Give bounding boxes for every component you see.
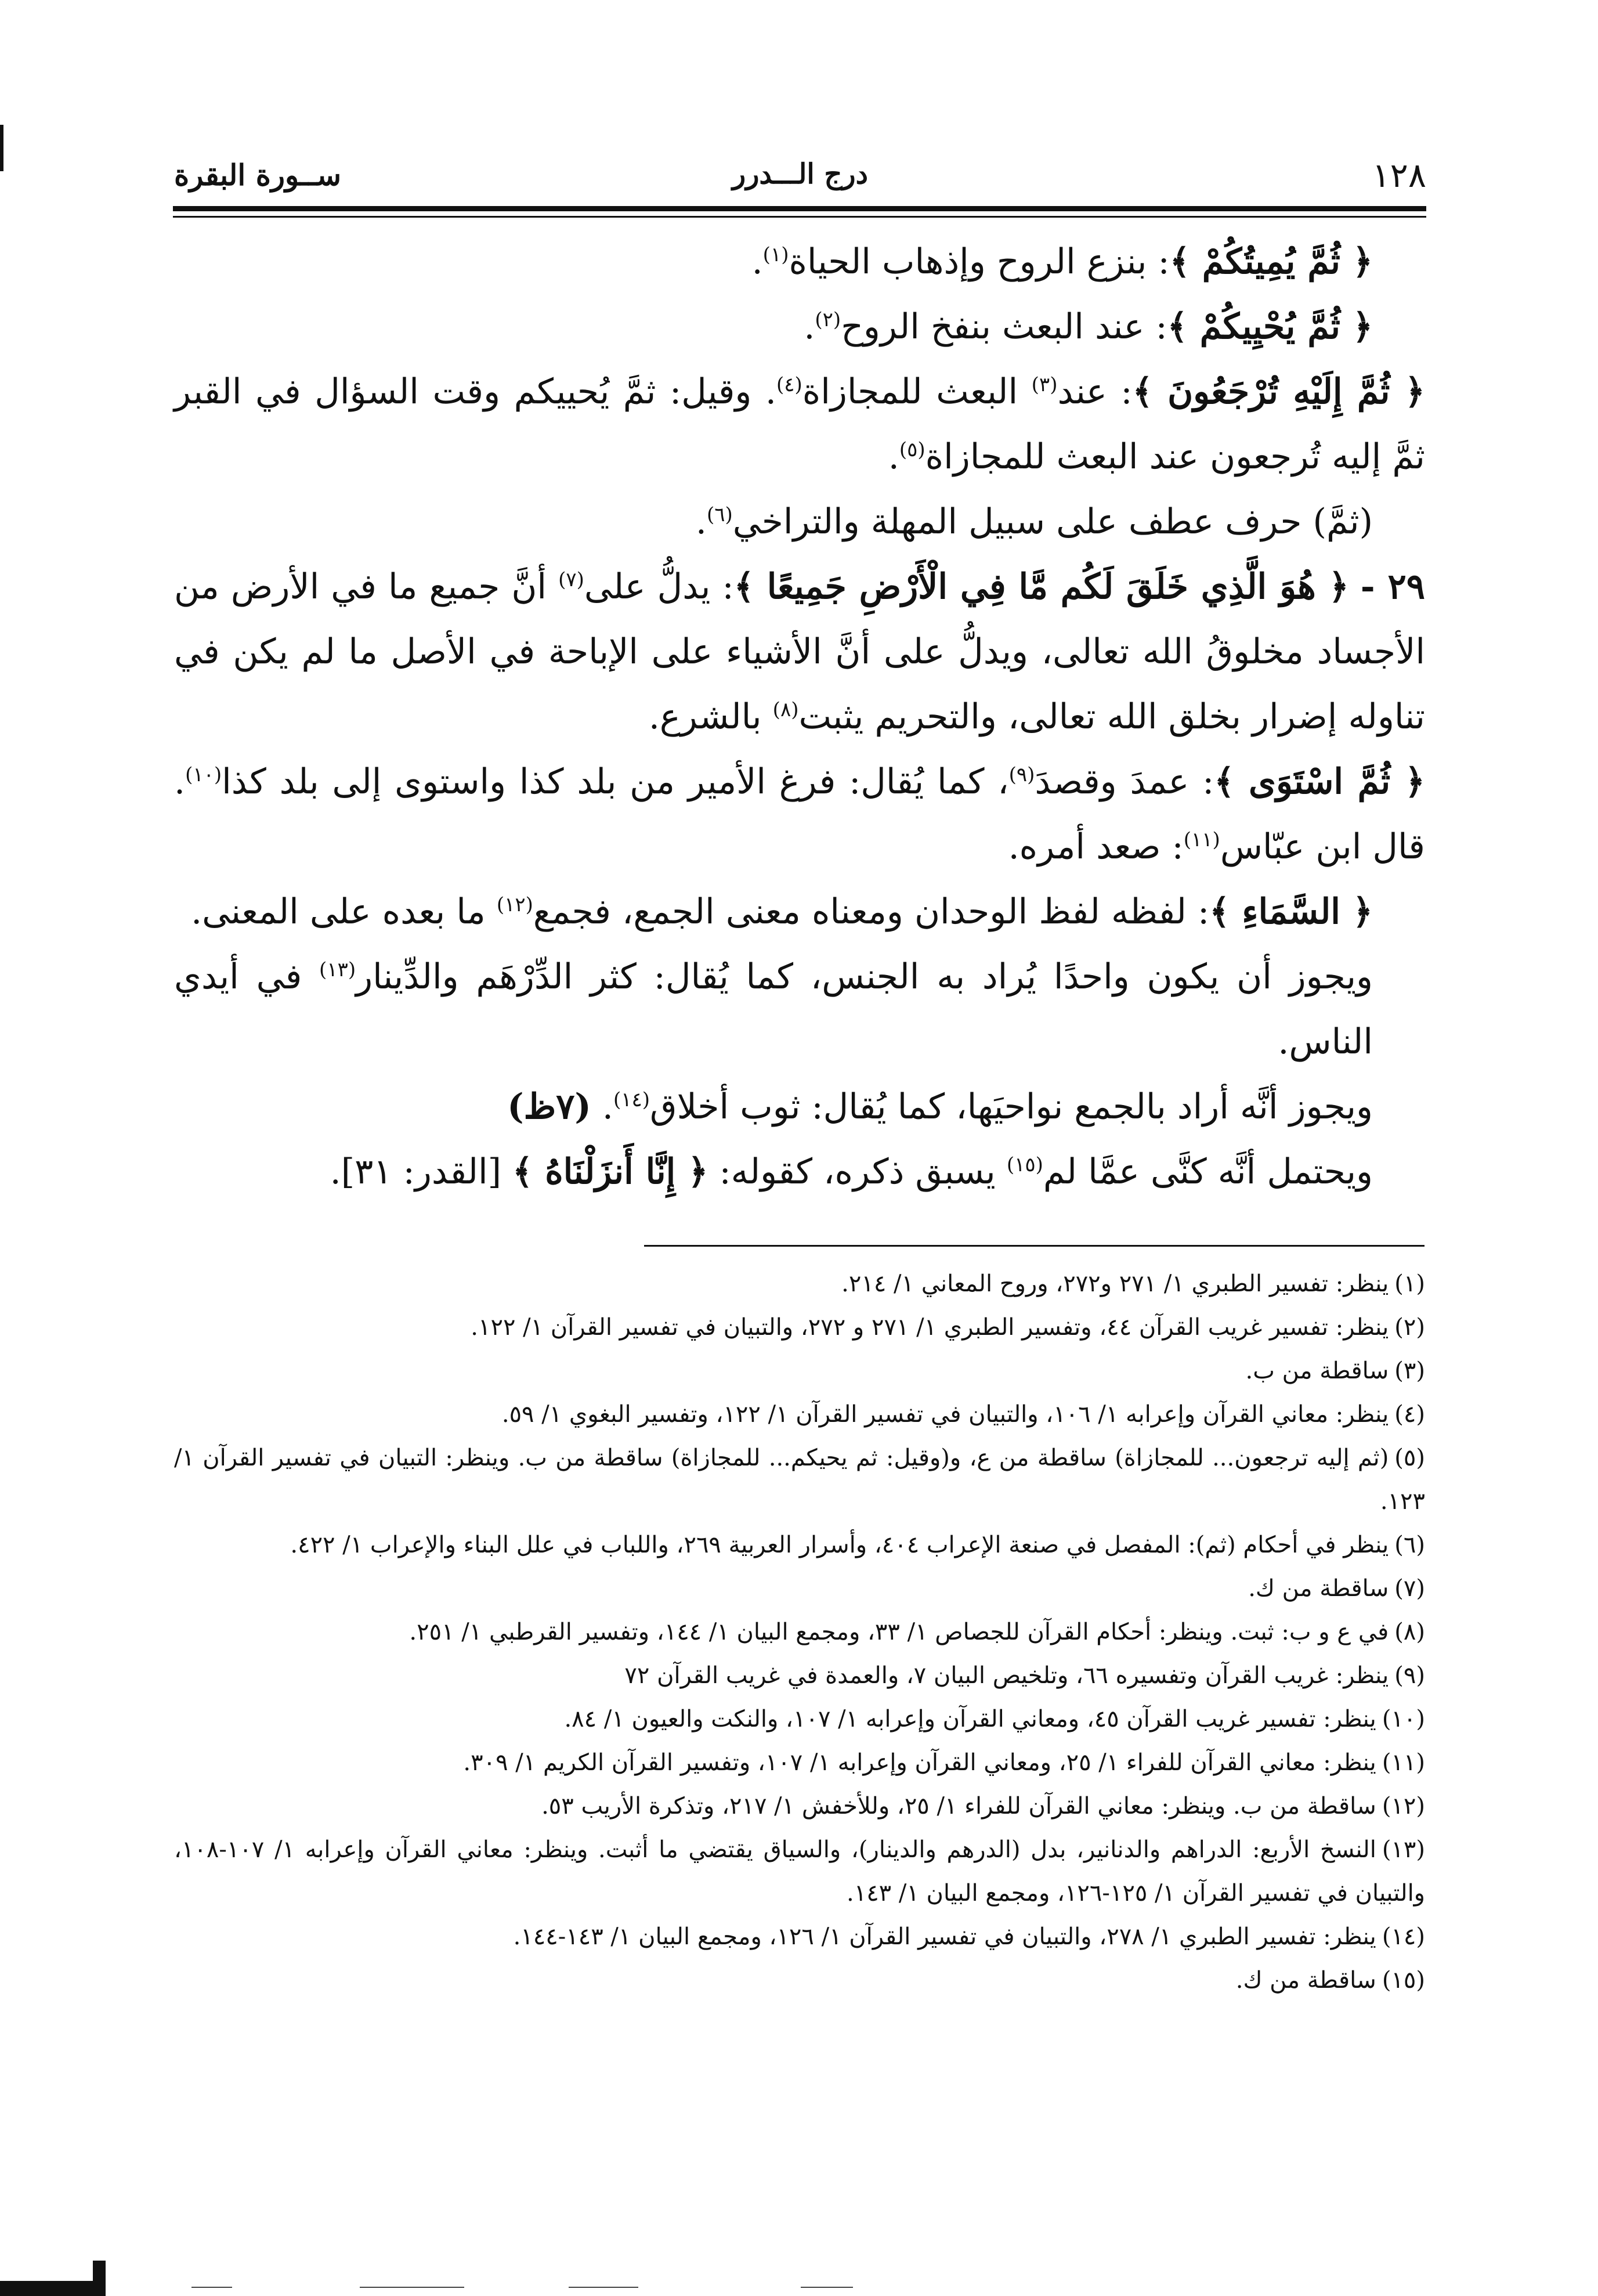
scan-bottom-tick <box>93 2261 106 2296</box>
footnote <box>174 1567 1425 1611</box>
paragraph <box>174 294 1425 359</box>
scan-artifact <box>569 2287 638 2288</box>
footnote-separator <box>644 1245 1425 1247</box>
footnote-ref[interactable]: (١) <box>762 243 789 266</box>
punctuation: . <box>888 436 899 477</box>
commentary-text: : عند البعث بنفخ الروح <box>841 306 1167 347</box>
footnote-text: ينظر: معاني القرآن للفراء ١/ ٢٥، ومعاني القرآن وإعرابه ١/ ١٠٧، وتفسير القرآن الكريم ١/ ٣٠٩. <box>463 1749 1376 1776</box>
footnote-number: (٤) <box>1394 1401 1425 1428</box>
footnote-text: ينظر: تفسير الطبري ١/ ٢٧١ و٢٧٢، وروح المعاني ١/ ٢١٤. <box>841 1270 1389 1297</box>
scan-artifact <box>360 2287 464 2288</box>
footnote-number: (٣) <box>1394 1358 1425 1384</box>
commentary-text: : عمدَ وقصدَ <box>1035 761 1214 802</box>
quran-verse: ﴿ ثُمَّ اسْتَوَى ﴾ <box>1214 761 1425 802</box>
quran-verse: ﴿ إِنَّا أَنزَلْنَاهُ ﴾ <box>512 1151 708 1192</box>
paragraph <box>174 944 1425 1074</box>
page-number: ١٢٨ <box>1372 156 1426 195</box>
page-header <box>174 156 1426 208</box>
manuscript-folio-marker: (٧ظ) <box>507 1086 591 1127</box>
main-text <box>174 229 1425 1204</box>
footnote-number: (١) <box>1394 1270 1425 1297</box>
surah-title: ســورة البقرة <box>174 158 342 192</box>
footnote-number: (٨) <box>1394 1619 1425 1645</box>
footnote-ref[interactable]: (٨) <box>772 698 799 721</box>
quran-verse: ﴿ هُوَ الَّذِي خَلَقَ لَكُم مَّا فِي الْأَرْضِ جَمِيعًا ﴾ <box>733 566 1349 607</box>
footnote-ref[interactable]: (٤) <box>776 373 802 396</box>
footnote <box>174 1698 1425 1741</box>
scan-artifact <box>191 2287 232 2288</box>
punctuation: . <box>751 241 763 282</box>
footnote-text: ينظر: غريب القرآن وتفسيره ٦٦، وتلخيص البيان ٧، والعمدة في غريب القرآن ٧٢ <box>624 1662 1389 1689</box>
footnote-ref[interactable]: (٣) <box>1031 373 1058 396</box>
footnote <box>174 1915 1425 1959</box>
footnote <box>174 1524 1425 1567</box>
scan-artifact <box>801 2287 853 2288</box>
quran-verse: ﴿ ثُمَّ إِلَيْهِ تُرْجَعُونَ ﴾ <box>1132 371 1425 412</box>
commentary-text: بالشرع. <box>648 696 773 737</box>
footnote-number: (٢) <box>1394 1314 1425 1341</box>
commentary-text: ويجوز أنَّه أراد بالجمع نواحيَها، كما يُقال: ثوب أخلاق <box>650 1086 1373 1127</box>
footnote-number: (١٥) <box>1382 1967 1425 1994</box>
footnote-number: (١٠) <box>1382 1706 1425 1732</box>
commentary-text: : صعد أمره. <box>1008 826 1184 867</box>
scan-edge-mark <box>0 125 3 171</box>
book-title: درج الـــدرر <box>732 158 868 190</box>
footnote-ref[interactable]: (١١) <box>1183 828 1220 851</box>
footnote <box>174 1262 1425 1306</box>
footnote <box>174 1741 1425 1785</box>
footnote-ref[interactable]: (٢) <box>815 308 841 331</box>
footnote-ref[interactable]: (١٤) <box>613 1088 650 1111</box>
paragraph <box>174 554 1425 749</box>
commentary-text: . <box>591 1086 613 1127</box>
commentary-text: : عند <box>1057 371 1133 412</box>
punctuation: . <box>804 306 815 347</box>
commentary-text: البعث للمجازاة <box>802 371 1032 412</box>
footnote-text: في ع و ب: ثبت. وينظر: أحكام القرآن للجصاص ١/ ٣٣، ومجمع البيان ١/ ١٤٤، وتفسير القرطبي ١/ ٢٥١. <box>409 1619 1389 1645</box>
header-rule-thick <box>173 206 1426 211</box>
footnote-ref[interactable]: (٩) <box>1008 763 1035 786</box>
quran-verse: ﴿ ثُمَّ يُمِيتُكُمْ ﴾ <box>1169 241 1373 282</box>
footnote-number: (١٢) <box>1382 1793 1425 1820</box>
footnote-ref[interactable]: (١٣) <box>319 958 356 981</box>
commentary-text: يسبق ذكره، كقوله: <box>708 1151 1007 1192</box>
commentary-text: أنَّ جميع ما في الأرض من الأجساد مخلوقُ الله تعالى، ويدلُّ على أنَّ الأشياء على الإباحة في الأصل ما لم يكن في تناوله إضرار بخلق الله تعالى، والتحريم يثبت <box>174 566 1425 737</box>
footnote <box>174 1785 1425 1828</box>
footnote-text: (ثم إليه ترجعون... للمجازاة) ساقطة من ع، و(وقيل: ثم يحيكم... للمجازاة) ساقطة من ب. وينظر: التبيان في تفسير القرآن ١/ ١٢٣. <box>174 1445 1425 1515</box>
footnote-ref[interactable]: (٥) <box>899 438 925 461</box>
footnote-number: (٥) <box>1394 1445 1425 1471</box>
commentary-text: (ثمَّ) حرف عطف على سبيل المهلة والتراخي <box>732 501 1373 542</box>
footnote-number: (٧) <box>1394 1575 1425 1602</box>
footnote-number: (٦) <box>1394 1532 1425 1558</box>
footnote-text: النسخ الأربع: الدراهم والدنانير، بدل (الدرهم والدينار)، والسياق يقتضي ما أثبت. وينظر: معاني القرآن وإعرابه ١/ ١٠٧-١٠٨، والتبيان في تفسير القرآن ١/ ١٢٥-١٢٦، ومجمع البيان ١/ ١٤٣. <box>174 1836 1425 1907</box>
footnote-ref[interactable]: (١٢) <box>496 893 533 916</box>
footnote-text: ينظر: تفسير غريب القرآن ٤٤، وتفسير الطبري ١/ ٢٧١ و ٢٧٢، والتبيان في تفسير القرآن ١/ ١٢٢. <box>471 1314 1389 1341</box>
commentary-text: ، كما يُقال: فرغ الأمير من بلد كذا واستوى إلى بلد كذا <box>222 761 1009 802</box>
commentary-text: . وقيل: ثمَّ يُحييكم وقت السؤال في القبر ثمَّ إليه تُرجعون عند البعث للمجازاة <box>174 371 1425 477</box>
commentary-text: : يدلُّ على <box>584 566 734 607</box>
footnote <box>174 1349 1425 1393</box>
footnote <box>174 1306 1425 1349</box>
footnote-ref[interactable]: (١٥) <box>1006 1153 1043 1176</box>
footnote <box>174 1611 1425 1654</box>
footnote-text: ينظر في أحكام (ثم): المفصل في صنعة الإعراب ٤٠٤، وأسرار العربية ٢٦٩، واللباب في علل البناء والإعراب ١/ ٤٢٢. <box>290 1532 1389 1558</box>
commentary-text: في أيدي الناس. <box>174 956 1373 1062</box>
paragraph <box>174 879 1425 944</box>
footnote-text: ينظر: تفسير غريب القرآن ٤٥، ومعاني القرآن وإعرابه ١/ ١٠٧، والنكت والعيون ١/ ٨٤. <box>564 1706 1376 1732</box>
quran-verse: ﴿ السَّمَاءِ ﴾ <box>1209 891 1373 932</box>
footnotes <box>174 1262 1425 2002</box>
commentary-text: ويجوز أن يكون واحدًا يُراد به الجنس، كما يُقال: كثر الدِّرْهَم والدِّينار <box>356 956 1373 997</box>
scan-bottom-bar <box>0 2281 104 2296</box>
footnote <box>174 1828 1425 1915</box>
footnote-text: ساقطة من ب. وينظر: معاني القرآن للفراء ١/ ٢٥، وللأخفش ١/ ٢١٧، وتذكرة الأريب ٥٣. <box>541 1793 1376 1820</box>
punctuation: . <box>695 501 707 542</box>
paragraph <box>174 1139 1425 1204</box>
commentary-text: [القدر: ٣١]. <box>330 1151 513 1192</box>
paragraph <box>174 1074 1425 1139</box>
commentary-text: ما بعده على المعنى. <box>191 891 497 932</box>
header-rule-thin <box>173 216 1426 218</box>
paragraph <box>174 359 1425 489</box>
footnote-ref[interactable]: (٦) <box>706 503 733 526</box>
quran-verse: ﴿ ثُمَّ يُحْيِيكُمْ ﴾ <box>1167 306 1373 347</box>
footnote-number: (١١) <box>1382 1749 1425 1776</box>
footnote-number: (١٤) <box>1382 1923 1425 1950</box>
commentary-text: . قال ابن عبّاس <box>174 761 1425 867</box>
paragraph <box>174 749 1425 879</box>
paragraph <box>174 489 1425 554</box>
footnote-text: ينظر: تفسير الطبري ١/ ٢٧٨، والتبيان في تفسير القرآن ١/ ١٢٦، ومجمع البيان ١/ ١٤٣-١٤٤. <box>513 1923 1376 1950</box>
footnote-number: (١٣) <box>1382 1836 1425 1863</box>
footnote-text: ساقطة من ك. <box>1235 1967 1376 1994</box>
footnote-ref[interactable]: (١٠) <box>185 763 222 786</box>
footnote-ref[interactable]: (٧) <box>558 568 584 591</box>
paragraph <box>174 229 1425 294</box>
footnote-text: ساقطة من ك. <box>1248 1575 1389 1602</box>
footnote <box>174 1436 1425 1524</box>
footnote <box>174 1393 1425 1436</box>
verse-number: ٢٩ - <box>1360 566 1425 607</box>
footnote-number: (٩) <box>1394 1662 1425 1689</box>
commentary-text: : بنزع الروح وإذهاب الحياة <box>789 241 1170 282</box>
footnote <box>174 1654 1425 1698</box>
commentary-text: ويحتمل أنَّه كنَّى عمَّا لم <box>1043 1151 1373 1192</box>
footnote-text: ساقطة من ب. <box>1245 1358 1389 1384</box>
footnote <box>174 1959 1425 2002</box>
commentary-text: : لفظه لفظ الوحدان ومعناه معنى الجمع، فجمع <box>533 891 1210 932</box>
footnote-text: ينظر: معاني القرآن وإعرابه ١/ ١٠٦، والتبيان في تفسير القرآن ١/ ١٢٢، وتفسير البغوي ١/ ٥٩. <box>501 1401 1389 1428</box>
